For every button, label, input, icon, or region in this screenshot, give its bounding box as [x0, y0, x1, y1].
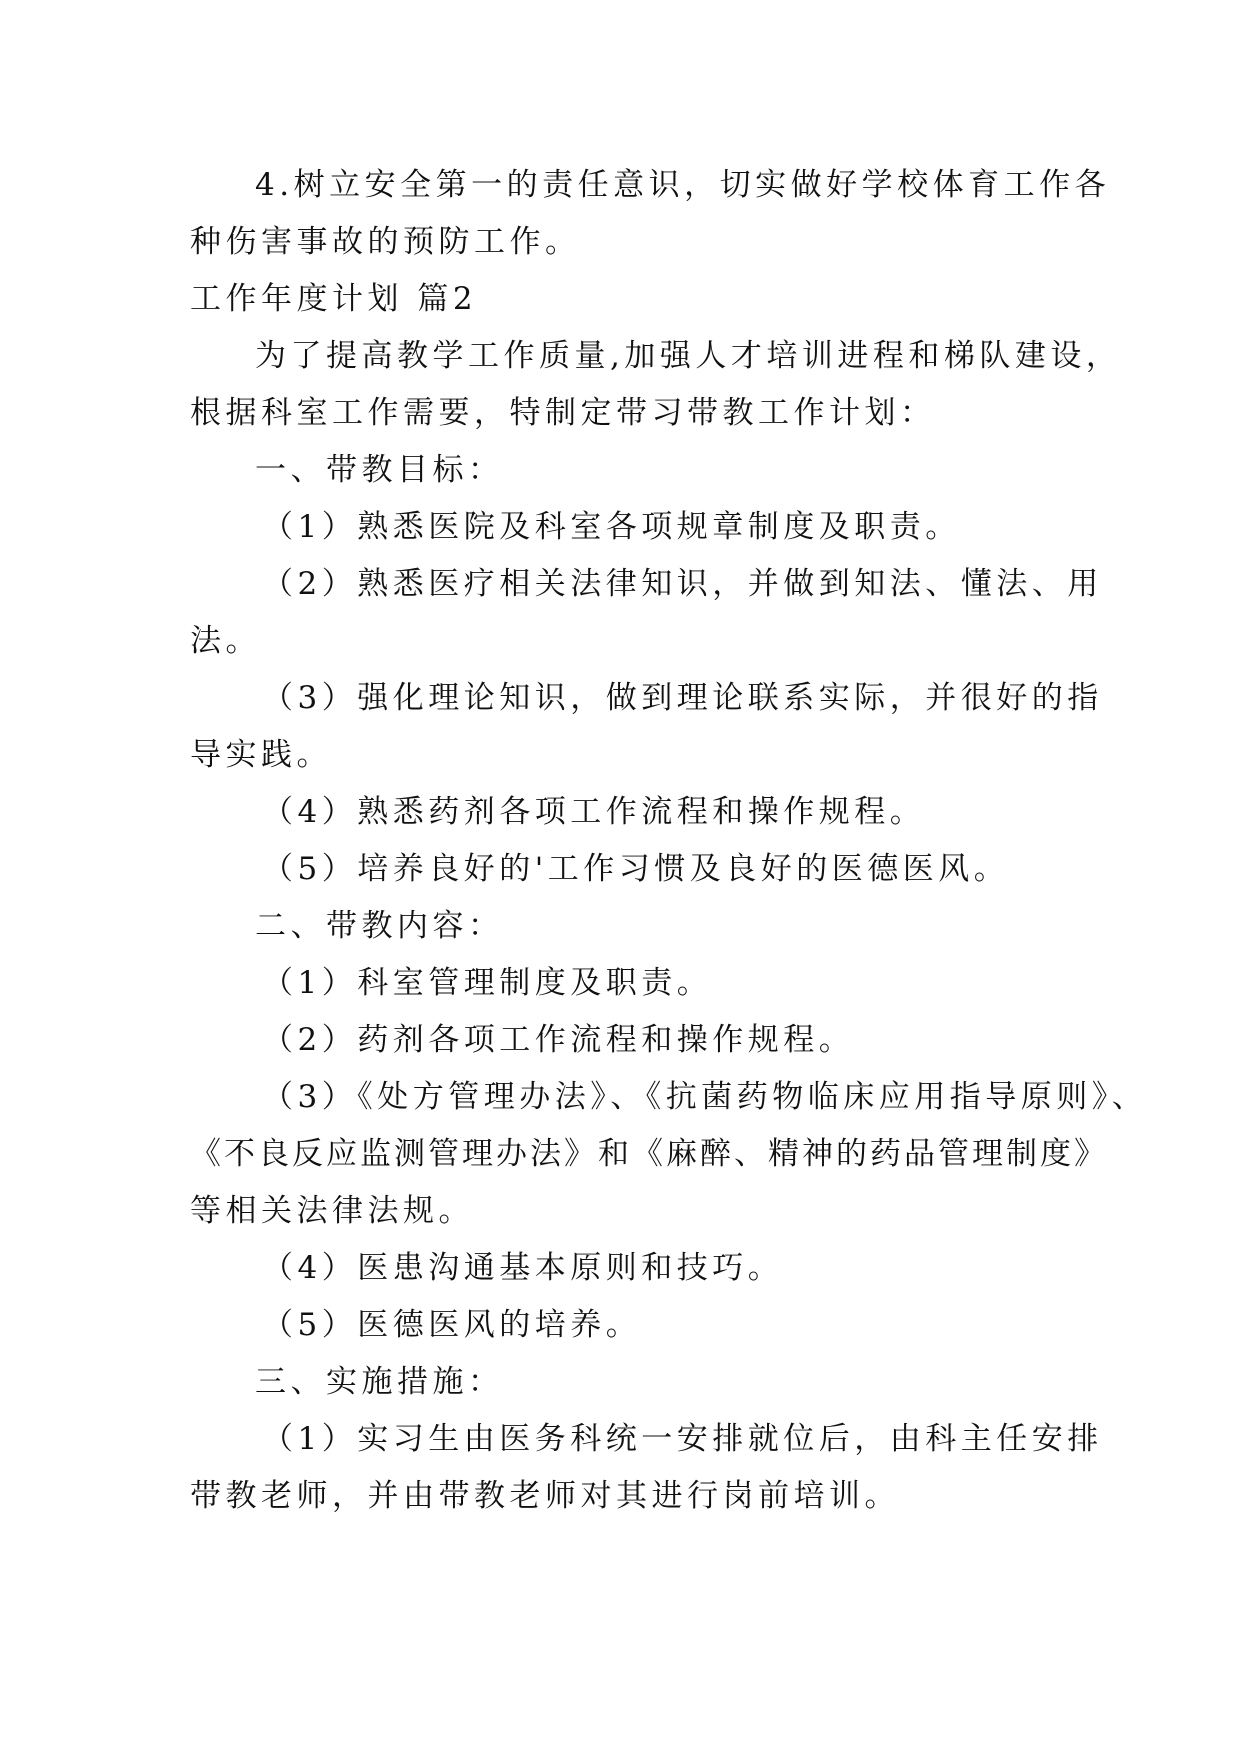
list-item-continuation: 等相关法律法规。 [190, 1193, 474, 1229]
list-item: （5）医德医风的培养。 [262, 1307, 642, 1343]
subsection-heading: 一、带教目标： [255, 452, 504, 488]
list-item-continuation: 导实践。 [190, 737, 332, 773]
section-heading: 工作年度计划 篇2 [190, 281, 478, 317]
list-item: （2）熟悉医疗相关法律知识，并做到知法、懂法、用 [262, 566, 1103, 602]
list-item: （4）熟悉药剂各项工作流程和操作规程。 [262, 794, 926, 830]
subsection-heading: 三、实施措施： [255, 1364, 504, 1400]
list-item: （3）强化理论知识，做到理论联系实际，并很好的指 [262, 680, 1103, 716]
list-item: （1）熟悉医院及科室各项规章制度及职责。 [262, 509, 961, 545]
paragraph-line: 种伤害事故的预防工作。 [190, 224, 581, 260]
list-item-continuation: 《不良反应监测管理办法》和《麻醉、精神的药品管理制度》 [190, 1136, 1108, 1172]
list-item: （5）培养良好的'工作习惯及良好的医德医风。 [262, 851, 1010, 887]
subsection-heading: 二、带教内容： [255, 908, 504, 944]
list-item: （3）《处方管理办法》、《抗菌药物临床应用指导原则》、 [262, 1079, 1148, 1115]
list-item: （2）药剂各项工作流程和操作规程。 [262, 1022, 855, 1058]
list-item: （4）医患沟通基本原则和技巧。 [262, 1250, 784, 1286]
list-item-continuation: 带教老师，并由带教老师对其进行岗前培训。 [190, 1478, 900, 1514]
list-item-continuation: 法。 [190, 623, 261, 659]
paragraph-line: 根据科室工作需要，特制定带习带教工作计划： [190, 395, 936, 431]
list-item: （1）实习生由医务科统一安排就位后，由科主任安排 [262, 1421, 1103, 1457]
paragraph-line: 为了提高教学工作质量,加强人才培训进程和梯队建设， [255, 338, 1122, 374]
list-item: （1）科室管理制度及职责。 [262, 965, 713, 1001]
paragraph-line: 4.树立安全第一的责任意识，切实做好学校体育工作各 [255, 167, 1111, 203]
